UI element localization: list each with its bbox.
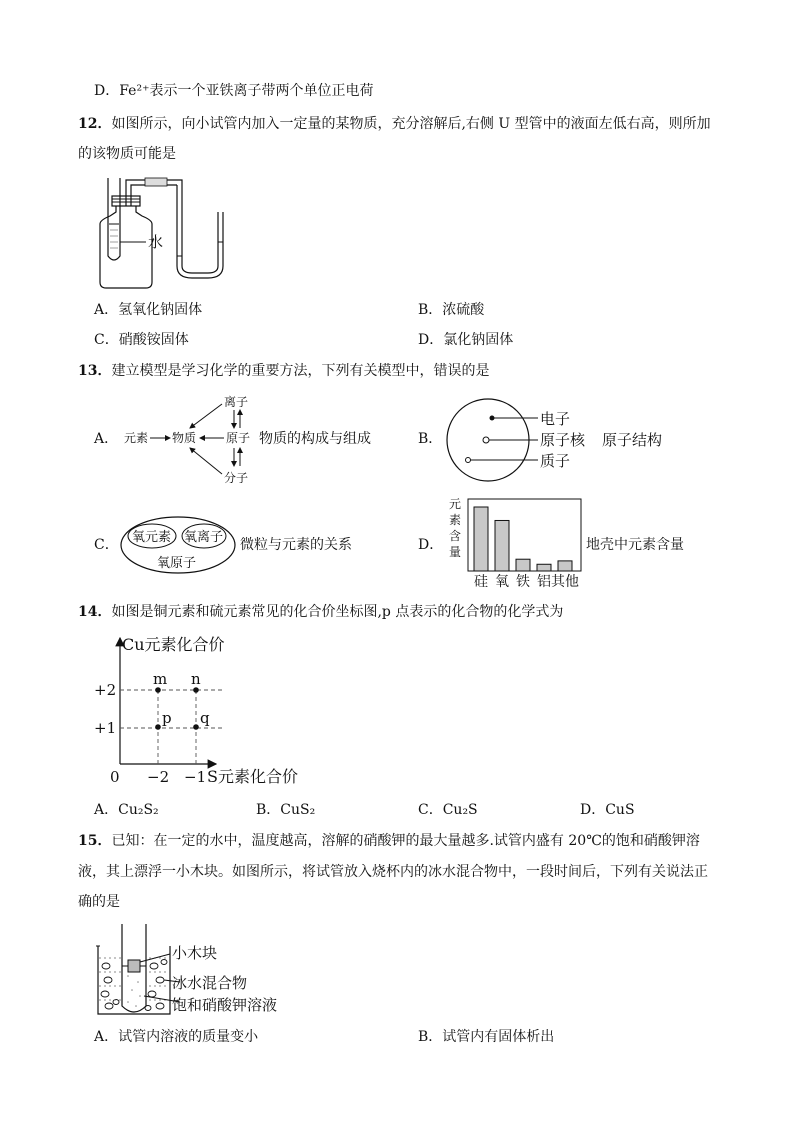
point-label-q: q [200,709,210,727]
y-tick-plus2: +2 [94,681,117,699]
q14-valence-chart [92,632,322,784]
q15-label-block: 小木块 [172,944,218,962]
q13d-letter: D． [418,537,444,553]
point-label-n: n [191,670,201,688]
q12-water-label: 水 [148,233,164,251]
crust-bar-0 [474,507,488,571]
q13a-letter: A． [94,431,119,447]
crust-bar-2 [516,559,530,571]
chart-ylabel-1: 元 [449,497,462,511]
crust-category-label-4: 其他 [551,574,579,590]
crust-bar-4 [558,561,572,571]
q13-number: 13． [78,363,112,379]
q15-beaker-figure [94,922,184,1018]
q13b-proton: 质子 [540,452,571,470]
y-tick-plus1: +1 [94,719,117,737]
point-n [193,687,199,693]
q14-stem [78,603,563,621]
q12-number: 12． [78,116,112,132]
q13c-oxygen-element: 氧元素 [132,530,172,545]
q14-option-a: A．Cu₂S₂ [94,802,159,818]
q12-apparatus-figure [90,172,240,292]
q14-number: 14． [78,604,112,620]
chart-ylabel-4: 量 [449,545,462,559]
q13-stem-text: 建立模型是学习化学的重要方法，下列有关模型中，错误的是 [111,363,490,379]
q13a-atom: 原子 [226,431,251,445]
x-tick-minus2: −2 [147,768,170,786]
q13c-letter: C． [94,537,119,553]
q13b-caption: 原子结构 [602,431,663,449]
origin-label: 0 [110,768,120,786]
q14-stem-text: 如图是铜元素和硫元素常见的化合价坐标图,p 点表示的化合物的化学式为 [111,604,564,620]
q15-label-solution: 饱和硝酸钾溶液 [172,996,278,1014]
q13b-letter: B． [418,431,443,447]
q12-option-a: A．氢氧化钠固体 [94,302,203,318]
q13c-oxygen-atom: 氧原子 [157,556,197,571]
q13a-ion: 离子 [224,395,249,409]
q13a-model-figure [124,394,259,486]
q12-stem-line1 [78,115,711,133]
q13d-crust-chart [444,496,584,588]
q12-stem-line2: 的该物质可能是 [78,146,176,162]
q13a-element: 元素 [124,431,149,445]
q15-option-b: B．试管内有固体析出 [418,1029,555,1045]
chart-ylabel-3: 含 [449,529,462,543]
crust-bar-3 [537,564,551,571]
q15-label-icewater: 冰水混合物 [172,974,248,992]
crust-category-label-3: 铝 [537,574,551,590]
x-axis-label: S元素化合价 [207,767,298,786]
q13-stem [78,362,489,380]
point-q [193,724,199,730]
q15-option-a: A．试管内溶液的质量变小 [94,1029,259,1045]
q13c-caption: 微粒与元素的关系 [240,537,352,553]
q13b-nucleus: 原子核 [540,431,586,449]
point-label-p: p [162,709,172,727]
q12-stem-text: 如图所示，向小试管内加入一定量的某物质，充分溶解后,右侧 U 型管中的液面左低右高，则所加 [111,116,711,132]
q13b-atom-figure [444,396,534,486]
q15-stem-line3: 确的是 [78,894,120,910]
q13c-oxygen-ion: 氧离子 [184,530,224,545]
y-axis-label: Cu元素化合价 [122,635,225,654]
q12-option-d: D．氯化钠固体 [418,332,514,348]
q11-option-d: D．Fe²⁺表示一个亚铁离子带两个单位正电荷 [94,83,374,99]
x-tick-minus1: −1 [184,768,207,786]
crust-category-label-1: 氧 [495,574,509,590]
q15-stem-line2: 液，其上漂浮一小木块。如图所示，将试管放入烧杯内的冰水混合物中，一段时间后，下列有关说法正 [78,864,708,880]
q15-stem-text1: 已知：在一定的水中，温度越高，溶解的硝酸钾的最大量越多.试管内盛有 20℃的饱和硝酸钾溶 [111,833,700,849]
point-m [155,687,161,693]
q13a-caption: 物质的构成与组成 [259,431,371,447]
crust-bar-1 [495,520,509,571]
q13d-caption: 地壳中元素含量 [586,537,684,553]
q13b-electron: 电子 [540,410,571,428]
q13a-substance: 物质 [172,431,197,445]
q12-option-b: B．浓硫酸 [418,302,485,318]
q14-option-d: D．CuS [580,802,635,818]
q13c-venn-figure [120,515,238,575]
crust-category-label-2: 铁 [516,574,530,590]
q15-stem-line1 [78,832,700,850]
crust-category-label-0: 硅 [474,574,488,590]
q12-option-c: C．硝酸铵固体 [94,332,189,348]
q14-option-c: C．Cu₂S [418,802,478,818]
point-p [155,724,161,730]
q13a-molecule: 分子 [224,471,249,485]
q15-number: 15． [78,833,112,849]
chart-ylabel-2: 素 [449,513,462,527]
q14-option-b: B．CuS₂ [256,802,316,818]
point-label-m: m [153,670,168,688]
